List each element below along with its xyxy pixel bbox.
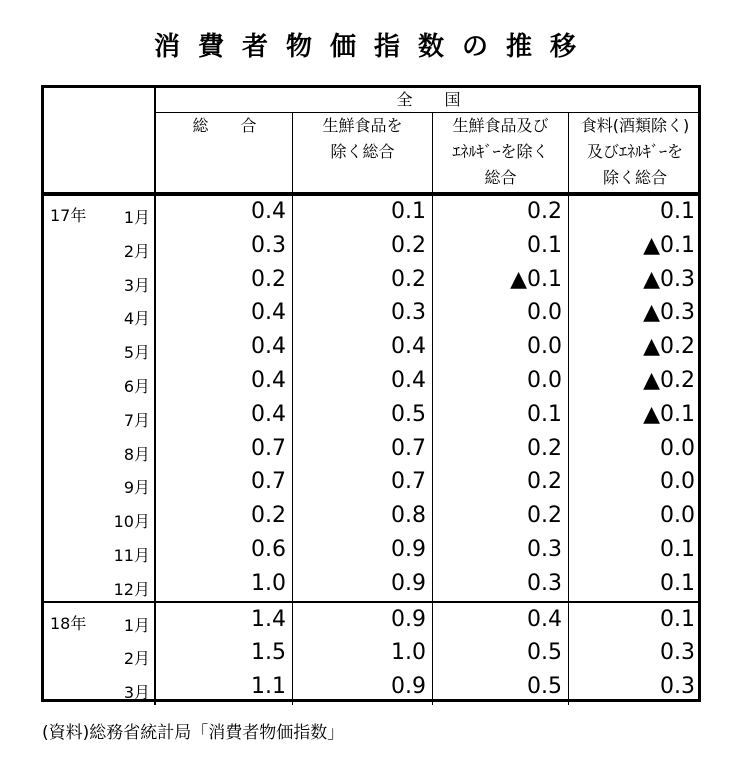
table-cell-col4: 0.1: [660, 606, 695, 632]
column-header-4-line-2: 及びｴﾈﾙｷﾞｰを: [586, 142, 683, 161]
table-cell-col4: 0.0: [660, 503, 695, 529]
table-cell-col1: 0.2: [251, 503, 286, 529]
table-cell-col1: 0.4: [251, 334, 286, 360]
table-cell-col4: 0.0: [660, 469, 695, 495]
table-cell-col2: 0.9: [391, 674, 426, 700]
row-month-label: 1月: [123, 615, 150, 635]
table-cell-col4: ▲0.2: [643, 334, 695, 360]
header-group-national: 全 国: [396, 90, 461, 109]
table-cell-col4: ▲0.2: [643, 368, 695, 393]
row-month-label: 3月: [123, 275, 150, 295]
row-month-label: 2月: [123, 241, 150, 261]
source-note: (資料)総務省統計局「消費者物価指数」: [42, 723, 345, 743]
row-month-label: 6月: [123, 377, 150, 396]
table-cell-col3: 0.5: [527, 640, 562, 666]
table-cell-col3: 0.5: [527, 674, 562, 700]
row-year-label: 17年: [50, 206, 87, 225]
table-cell-col3: 0.2: [527, 469, 562, 495]
column-header-2-line-1: 生鮮食品を: [322, 116, 403, 135]
table-cell-col1: 0.7: [251, 435, 286, 461]
table-cell-col2: 0.9: [391, 537, 426, 562]
table-cell-col4: 0.3: [660, 640, 695, 666]
column-header-2-line-2: 除く総合: [330, 142, 395, 161]
row-month-label: 10月: [113, 512, 150, 532]
table-cell-col3: 0.3: [527, 570, 562, 596]
table-cell-col1: 0.4: [251, 199, 286, 224]
table-cell-col2: 0.1: [391, 199, 426, 224]
table-cell-col1: 1.5: [251, 640, 286, 666]
table-cell-col3: ▲0.1: [510, 266, 562, 292]
table-cell-col3: 0.0: [527, 300, 562, 326]
table-cell-col2: 0.9: [391, 606, 426, 632]
column-header-3-line-2: ｴﾈﾙｷﾞｰを除く: [452, 142, 549, 161]
table-cell-col1: 0.4: [251, 300, 286, 326]
table-cell-col1: 1.1: [251, 674, 286, 700]
table-cell-col2: 0.5: [391, 401, 426, 427]
table-cell-col3: 0.2: [527, 503, 562, 529]
table-cell-col1: 1.0: [251, 570, 286, 596]
row-month-label: 12月: [113, 579, 150, 599]
table-cell-col1: 0.3: [251, 232, 286, 258]
row-month-label: 4月: [123, 309, 150, 329]
table-cell-col4: 0.3: [660, 674, 695, 700]
column-header-3-line-3: 総合: [484, 168, 517, 187]
table-cell-col3: 0.0: [527, 368, 562, 393]
table-cell-col3: 0.3: [527, 537, 562, 562]
row-month-label: 9月: [123, 478, 150, 498]
table-cell-col2: 0.4: [391, 368, 426, 393]
table-cell-col1: 0.2: [251, 266, 286, 292]
table-cell-col3: 0.2: [527, 435, 562, 461]
row-month-label: 2月: [123, 649, 150, 669]
header-bottom-rule: [44, 192, 701, 196]
table-cell-col4: 0.1: [660, 537, 695, 562]
table-cell-col2: 0.4: [391, 334, 426, 360]
table-cell-col2: 0.7: [391, 435, 426, 461]
table-cell-col3: 0.2: [527, 199, 562, 224]
table-cell-col4: 0.0: [660, 435, 695, 461]
table-cell-col2: 0.9: [391, 570, 426, 596]
table-cell-col4: 0.1: [660, 570, 695, 596]
column-header-4-line-1: 食料(酒類除く): [580, 116, 690, 135]
table-cell-col2: 0.8: [391, 503, 426, 529]
row-month-label: 8月: [123, 444, 150, 464]
table-cell-col1: 1.4: [251, 606, 286, 632]
year-divider: [44, 601, 701, 603]
table-cell-col1: 0.7: [251, 469, 286, 495]
table-cell-col3: 0.1: [527, 401, 562, 427]
table-cell-col4: ▲0.1: [643, 232, 695, 258]
row-month-label: 5月: [123, 343, 150, 363]
table-cell-col4: ▲0.1: [643, 401, 695, 427]
header-group-divider: [156, 112, 701, 113]
row-year-label: 18年: [50, 613, 87, 633]
table-cell-col1: 0.6: [251, 537, 286, 562]
table-cell-col4: ▲0.3: [643, 300, 695, 326]
table-cell-col3: 0.0: [527, 334, 562, 360]
table-cell-col4: ▲0.3: [643, 266, 695, 292]
row-month-label: 3月: [123, 683, 150, 703]
cpi-table: [41, 85, 701, 702]
table-cell-col4: 0.1: [660, 199, 695, 224]
table-cell-col2: 0.3: [391, 300, 426, 326]
table-cell-col2: 1.0: [391, 640, 426, 666]
column-header-4-line-3: 除く総合: [602, 168, 667, 187]
row-month-label: 7月: [123, 410, 150, 430]
table-cell-col2: 0.2: [391, 266, 426, 292]
row-month-label: 11月: [113, 546, 150, 565]
table-cell-col1: 0.4: [251, 368, 286, 393]
table-cell-col3: 0.4: [527, 606, 562, 632]
table-cell-col3: 0.1: [527, 232, 562, 258]
table-cell-col2: 0.7: [391, 469, 426, 495]
column-header-3-line-1: 生鮮食品及び: [452, 116, 549, 135]
row-month-label: 1月: [123, 208, 150, 227]
table-cell-col2: 0.2: [391, 232, 426, 258]
page-title: 消費者物価指数の推移: [153, 32, 594, 62]
table-cell-col1: 0.4: [251, 401, 286, 427]
column-header-1-line-1: 総 合: [192, 116, 257, 135]
